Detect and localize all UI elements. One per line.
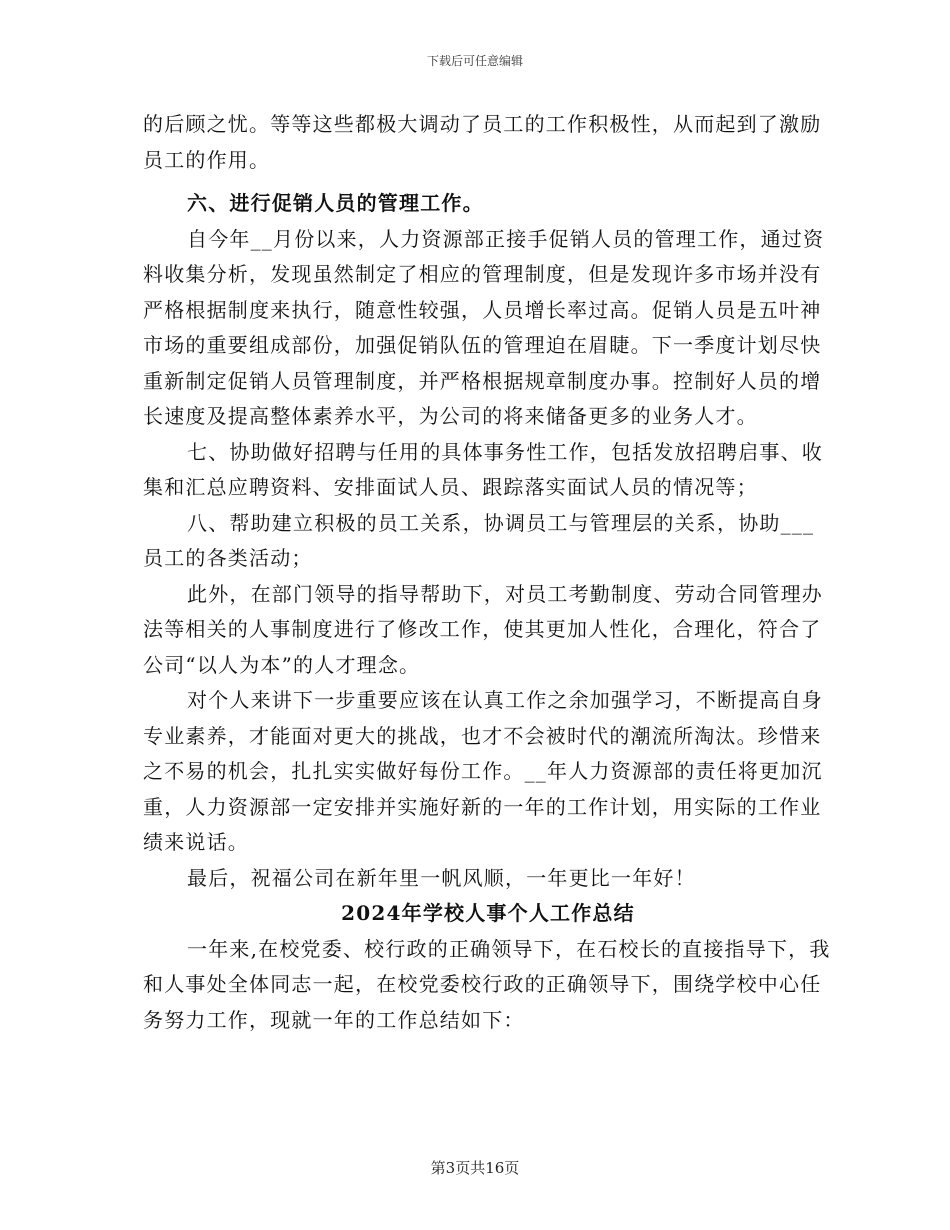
paragraph-regulations: 此外，在部门领导的指导帮助下，对员工考勤制度、劳动合同管理办法等相关的人事制度进行了修改工作，使其更加人性化，合理化，符合了公司“以人为本”的人才理念。 — [143, 581, 823, 677]
document-body — [143, 107, 833, 1038]
paragraph-closing-wish: 最后，祝福公司在新年里一帆风顺，一年更比一年好！ — [187, 865, 696, 890]
paragraph-recruitment: 七、协助做好招聘与任用的具体事务性工作，包括发放招聘启事、收集和汇总应聘资料、安排面试人员、跟踪落实面试人员的情况等； — [143, 439, 823, 499]
paragraph-employee-relations: 八、帮助建立积极的员工关系，协调员工与管理层的关系，协助___员工的各类活动； — [143, 510, 815, 570]
paragraph-personal-plan: 对个人来讲下一步重要应该在认真工作之余加强学习，不断提高自身专业素养，才能面对更大的挑战，也才不会被时代的潮流所淘汰。珍惜来之不易的机会，扎扎实实做好每份工作。__年人力资源部的责任将更加沉重，人力资源部一定安排并实施好新的一年的工作计划，用实际的工作业绩来说话。 — [143, 688, 823, 854]
page-header: 下载后可任意编辑 — [426, 54, 523, 68]
paragraph-promotion-staff: 自今年__月份以来，人力资源部正接手促销人员的管理工作，通过资料收集分析，发现虽然制定了相应的管理制度，但是发现许多市场并没有严格根据制度来执行，随意性较强，人员增长率过高。促销人员是五叶神市场的重要组成部份，加强促销队伍的管理迫在眉睫。下一季度计划尽快重新制定促销人员管理制度，并严格根据规章制度办事。控制好人员的增长速度及提高整体素养水平，为公司的将来储备更多的业务人才。 — [143, 226, 825, 428]
section-heading-six: 六、进行促销人员的管理工作。 — [187, 191, 484, 215]
section-title: 2024年学校人事个人工作总结 — [341, 901, 635, 925]
paragraph-continuation: 的后顾之忧。等等这些都极大调动了员工的工作积极性，从而起到了激励员工的作用。 — [143, 112, 822, 172]
paragraph-school-intro: 一年来,在校党委、校行政的正确领导下，在石校长的直接指导下，我和人事处全体同志一起，在校党委校行政的正确领导下，围绕学校中心任务努力工作，现就一年的工作总结如下： — [143, 936, 831, 1032]
page-footer: 第3页共16页 — [430, 1159, 520, 1177]
